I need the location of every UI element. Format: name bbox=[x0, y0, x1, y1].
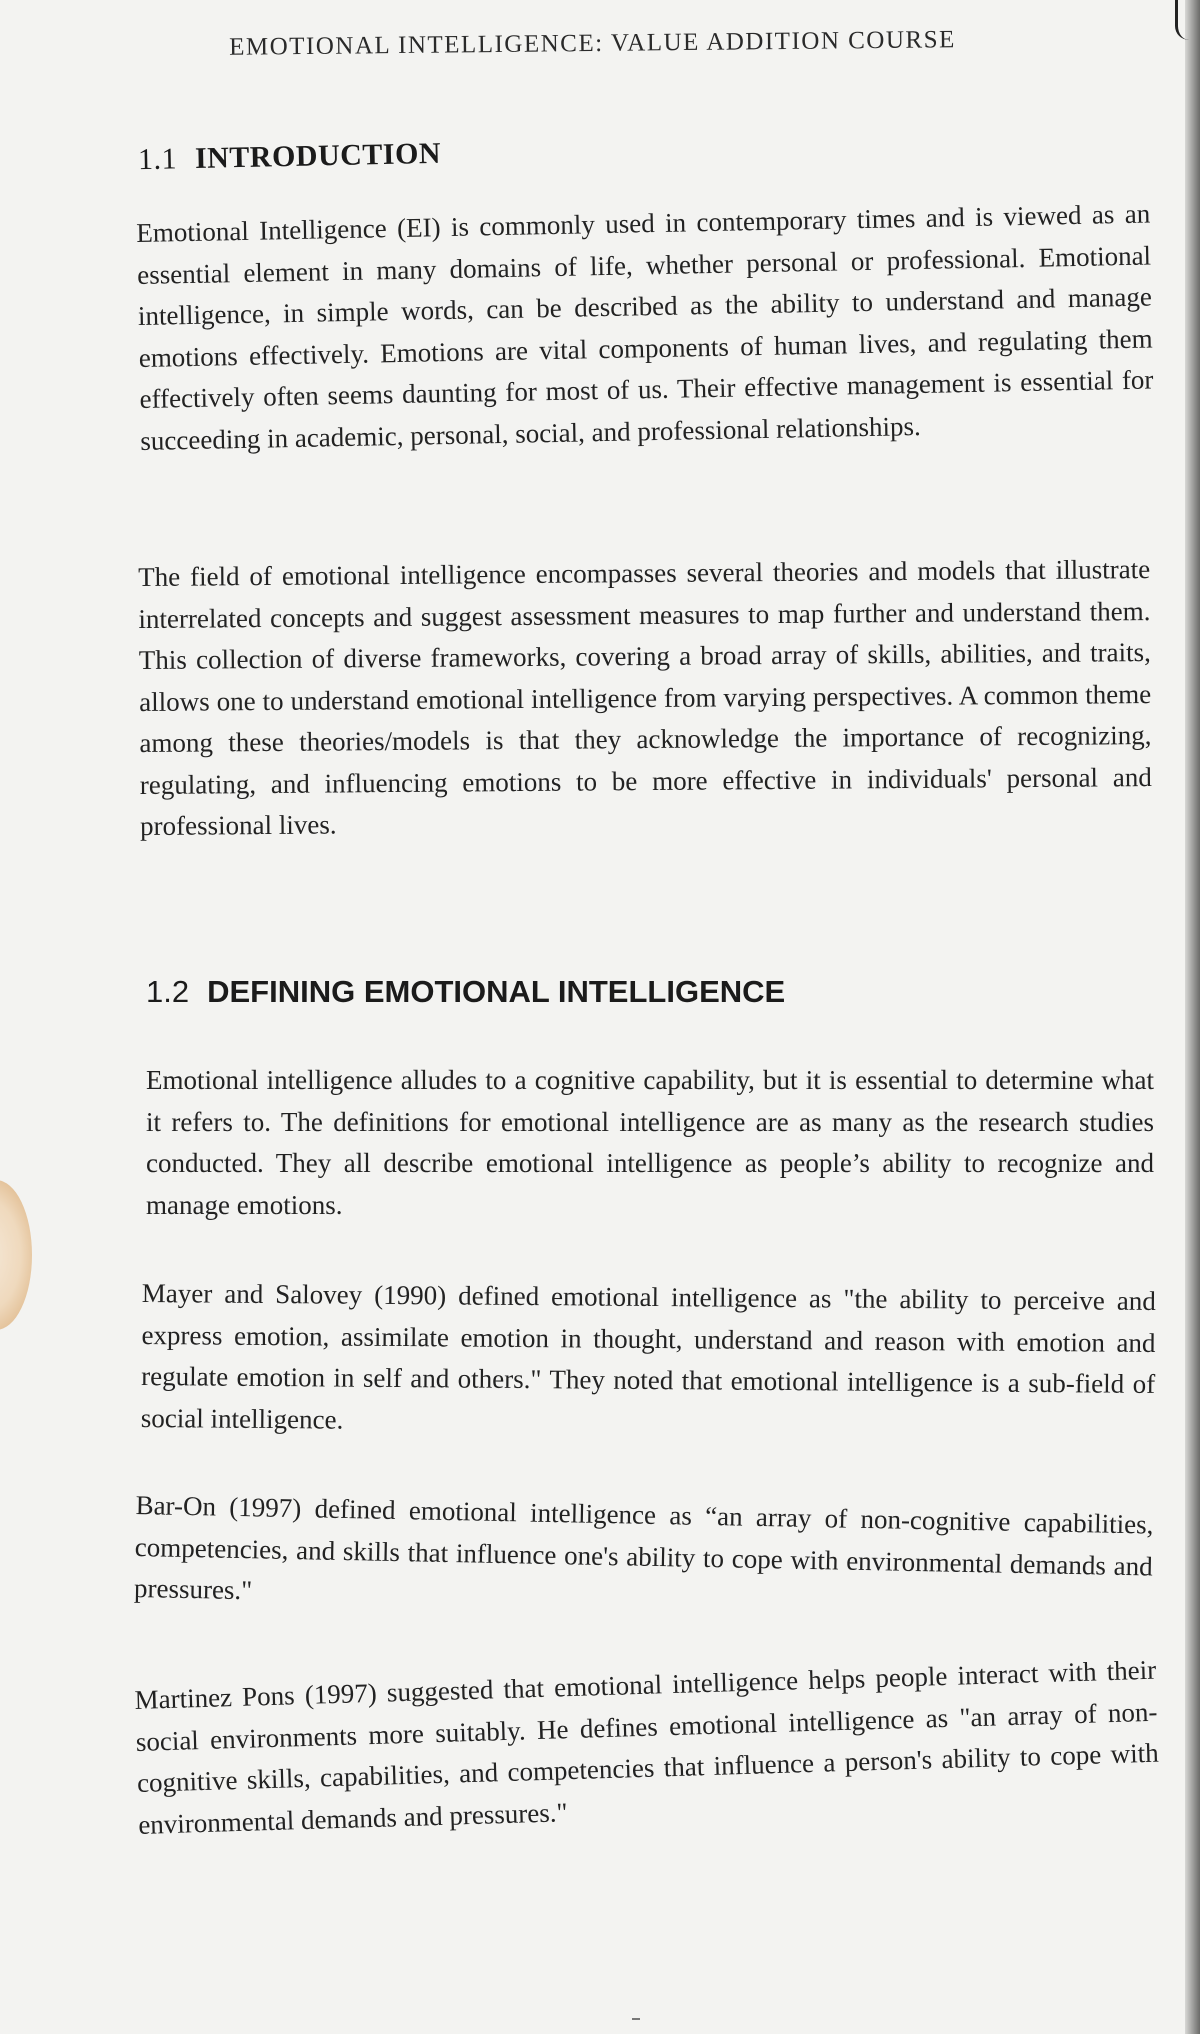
section-heading-introduction bbox=[138, 137, 442, 177]
section-heading-defining-ei bbox=[146, 974, 785, 1010]
section-number: 1.2 bbox=[146, 974, 190, 1009]
running-header: EMOTIONAL INTELLIGENCE: VALUE ADDITION COURSE bbox=[229, 26, 956, 61]
section-title: DEFINING EMOTIONAL INTELLIGENCE bbox=[207, 974, 786, 1009]
definition-paragraph-1: Emotional intelligence alludes to a cognitive capability, but it is essential to determine what it refers to. The definitions for emotional intelligence are as many as the research studies conducted. They all describe emotional intelligence as people’s ability to recognize and manage emotions. bbox=[146, 1065, 1154, 1220]
definition-paragraph-bar-on: Bar-On (1997) defined emotional intelligence as “an array of non-cognitive capabilities, competencies, and skills that influence one's ability to cope with environmental demands and pressures." bbox=[133, 1489, 1154, 1606]
page-speck bbox=[632, 2018, 640, 2020]
intro-paragraph-1: Emotional Intelligence (EI) is commonly used in contemporary times and is viewed as an essential element in many domains of life, whether personal or professional. Emotional intelligence, in simple words, can be described as the ability to understand and manage emotions effectively. Emotions are vital components of human lives, and regulating them effectively often seems daunting for most of us. Their effective management is essential for succeeding in academic, personal, social, and professional relationships. bbox=[136, 198, 1154, 456]
binding-corner-mark bbox=[1175, 0, 1200, 40]
section-number: 1.1 bbox=[137, 142, 178, 177]
section-title: INTRODUCTION bbox=[194, 136, 442, 175]
page-edge-shadow bbox=[1185, 0, 1200, 2034]
intro-paragraph-2: The field of emotional intelligence encompasses several theories and models that illustrate interrelated concepts and suggest assessment measures to map further and understand them. This collection of diverse frameworks, covering a broad array of skills, abilities, and traits, allows one to understand emotional intelligence from varying perspectives. A common theme among these theories/models is that they acknowledge the importance of recognizing, regulating, and influencing emotions to be more effective in individuals' personal and professional lives. bbox=[138, 554, 1152, 841]
thumb-shadow bbox=[0, 1180, 32, 1330]
definition-paragraph-martinez-pons: Martinez Pons (1997) suggested that emotional intelligence helps people interact with their social environments more suitably. He defines emotional intelligence as "an array of non-cognitive skills, capabilities, and competencies that influence a person's ability to cope with environmental demands and pressures." bbox=[134, 1654, 1160, 1840]
definition-paragraph-mayer-salovey: Mayer and Salovey (1990) defined emotional intelligence as "the ability to perceive and express emotion, assimilate emotion in thought, understand and reason with emotion and regulate emotion in self and others." They noted that emotional intelligence is a sub-field of social intelligence. bbox=[140, 1277, 1156, 1435]
